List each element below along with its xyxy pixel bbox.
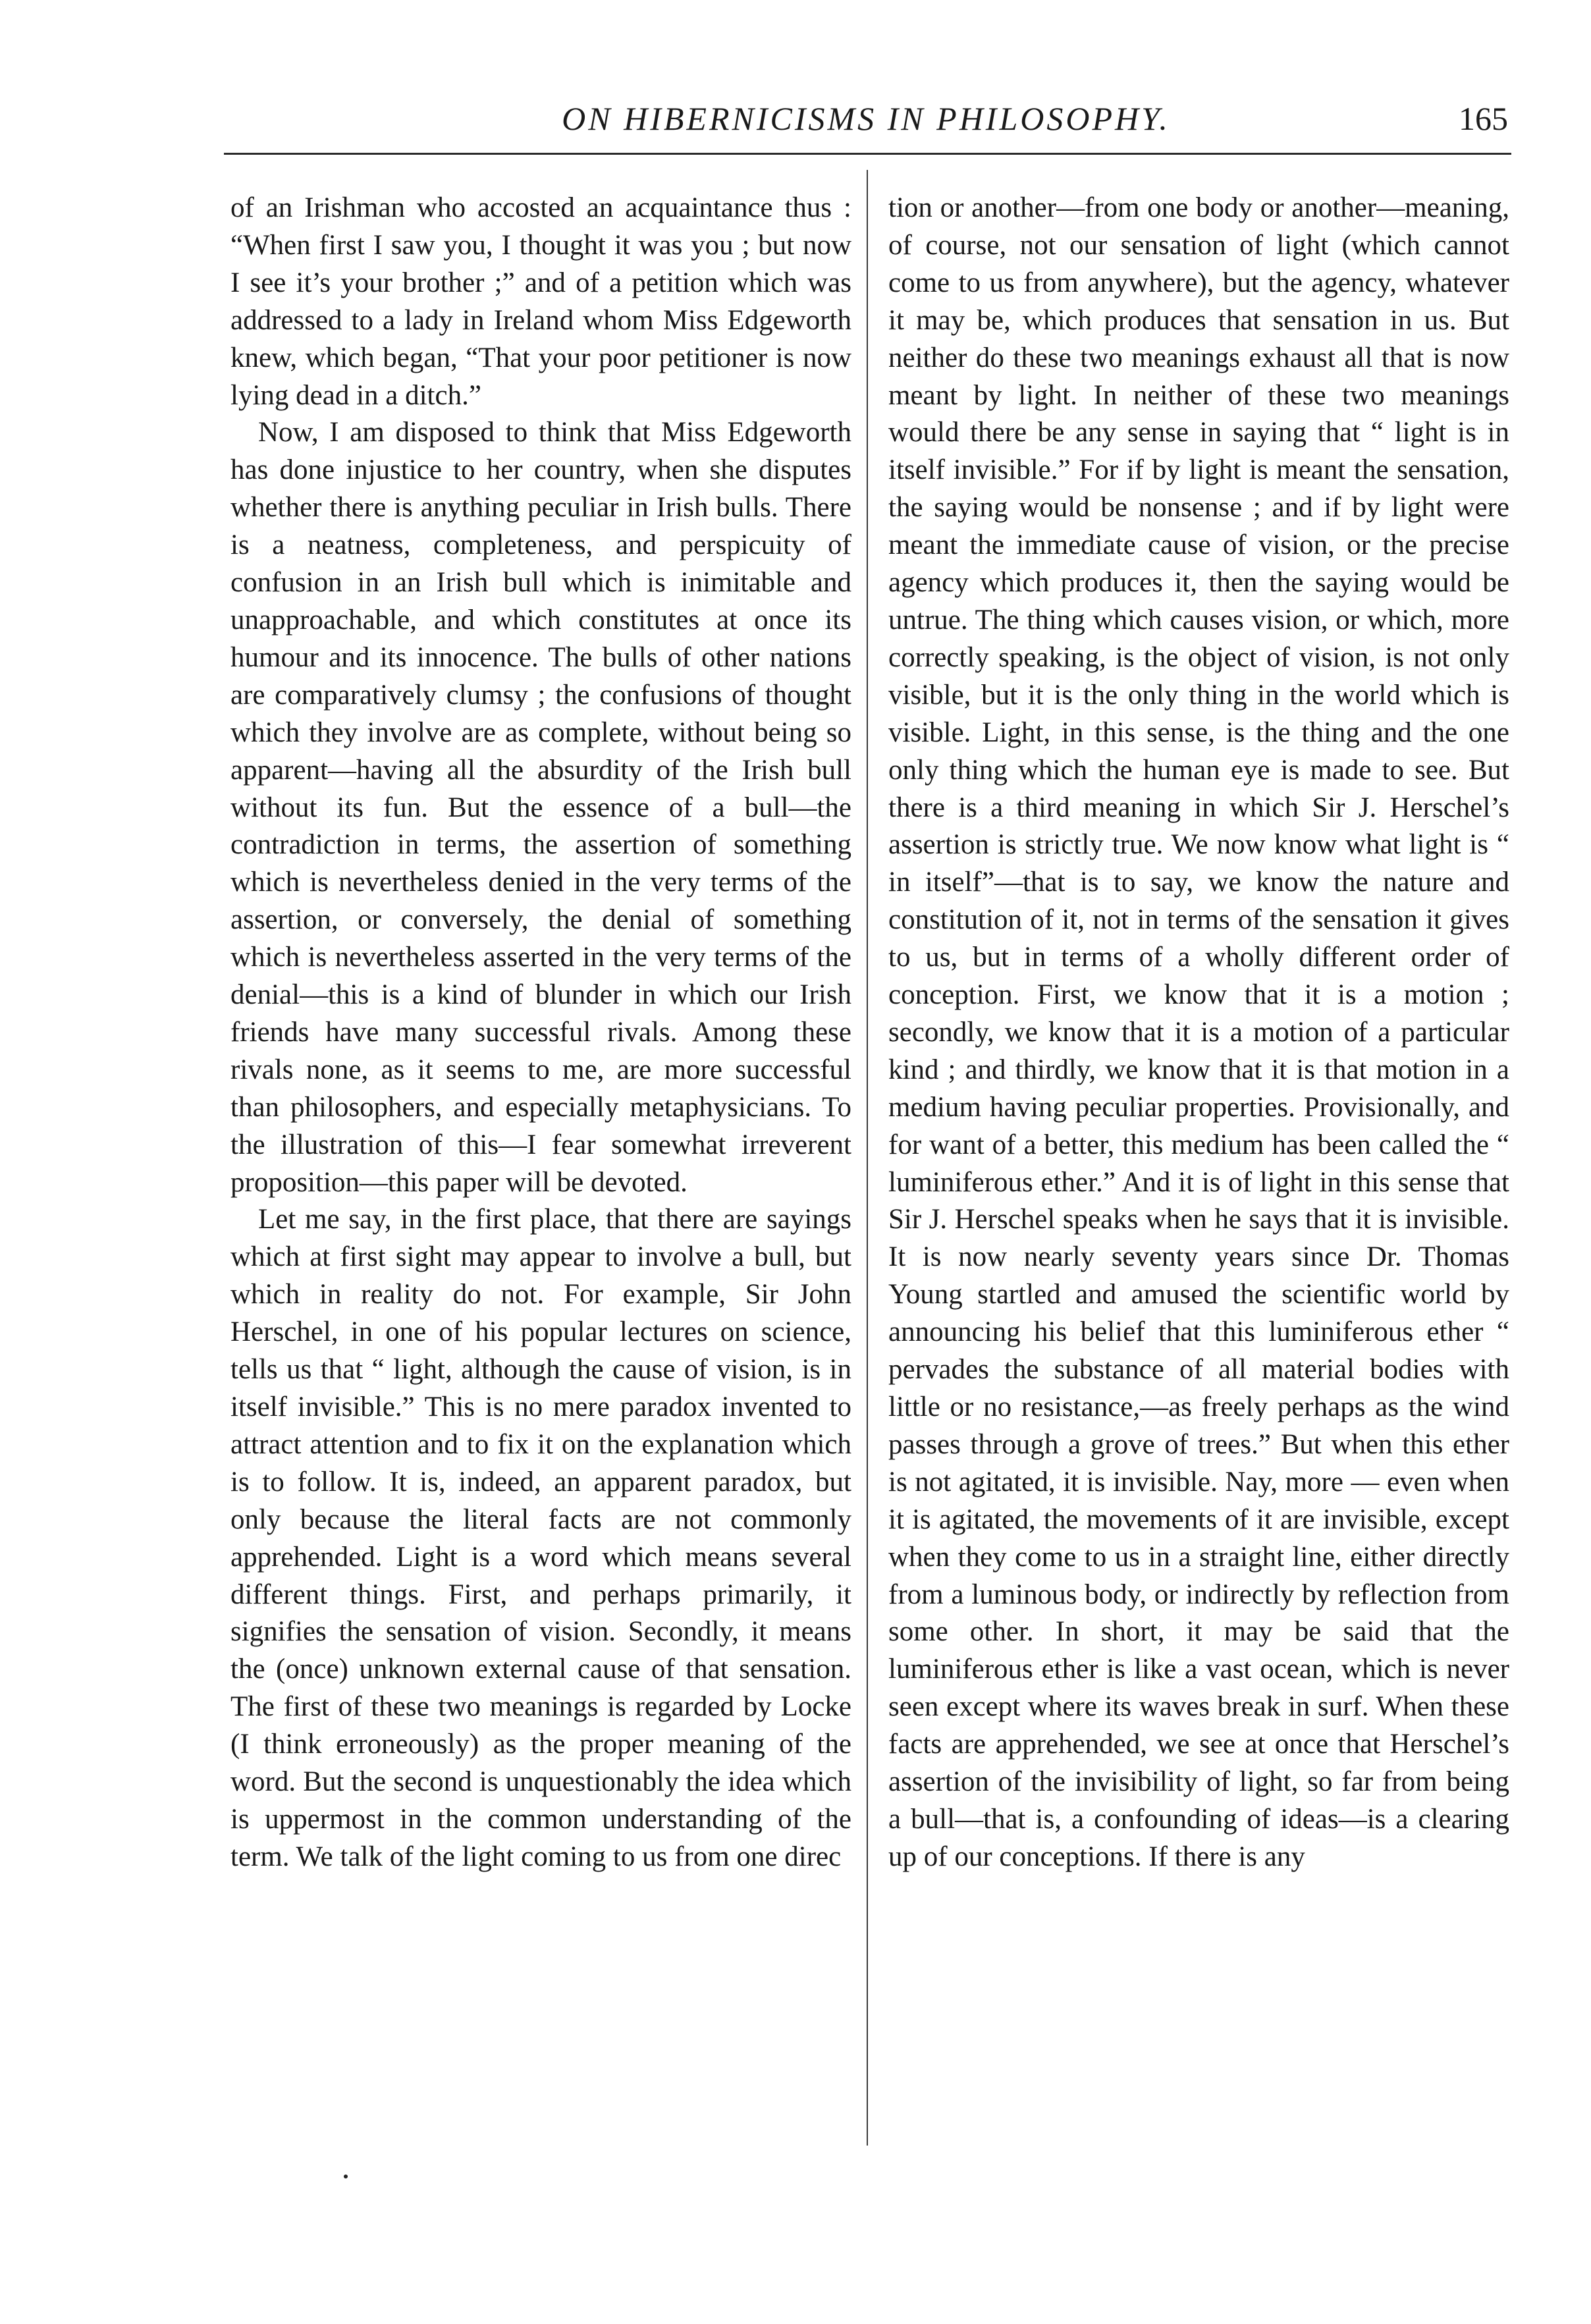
paragraph: Now, I am disposed to think that Miss Edgeworth has done injustice to her country, when she disputes whether there is anything peculiar in Irish bulls. There is a neatness, completeness, and perspicuity of confusion in an Irish bull which is inimitable and unapproachable, and which constitutes at once its humour and its innocence. The bulls of other nations are comparatively clumsy ; the confusions of thought which they involve are as complete, without being so apparent—having all the absurdity of the Irish bull without its fun. But the essence of a bull—the contradiction in terms, the assertion of something which is nevertheless denied in the very terms of the assertion, or conversely, the denial of something which is nevertheless asserted in the very terms of the denial—this is a kind of blunder in which our Irish friends have many successful rivals. Among these rivals none, as it seems to me, are more successful than philosophers, and especially metaphysicians. To the illustration of this—I fear somewhat irreverent proposition—this paper will be devoted. bbox=[230, 417, 851, 1198]
page-number: 165 bbox=[1459, 100, 1508, 137]
paragraph: of an Irishman who accosted an acquaintance thus : “When first I saw you, I thought it was you ; but now I see it’s your brother ;” and of a petition which was addressed to a lady in Ireland whom Miss Edgeworth knew, which began, “That your poor petitioner is now lying dead in a ditch.” bbox=[230, 192, 851, 411]
column-divider bbox=[867, 170, 868, 2146]
running-title: ON HIBERNICISMS IN PHILOSOPHY. bbox=[562, 100, 1170, 137]
paragraph: tion or another—from one body or another—meaning, of course, not our sensation of light (which cannot come to us from anywhere), but the agency, whatever it may be, which produces that sensation in us. But neither do these two meanings exhaust all that is now meant by light. In neither of these two meanings would there be any sense in saying that “ light is in itself invisible.” For if by light is meant the sensation, the saying would be nonsense ; and if by light were meant the immediate cause of vision, or the precise agency which produces it, then the saying would be untrue. The thing which causes vision, or which, more correctly speaking, is the object of vision, is not only visible, but it is the only thing in the world which is visible. Light, in this sense, is the thing and the one only thing which the human eye is made to see. But there is a third meaning in which Sir J. Herschel’s assertion is strictly true. We now know what light is “ in itself”—that is to say, we know the nature and constitution of it, not in terms of the sensation it gives to us, but in terms of a wholly different order of conception. First, we know that it is a motion ; secondly, we know that it is a motion of a particular kind ; and thirdly, we know that it is that motion in a medium having peculiar properties. Provisionally, and for want of a better, this medium has been called the “ luminiferous ether.” And it is of light in this sense that Sir J. Herschel speaks when he says that it is invisible. It is now nearly seventy years since Dr. Thomas Young startled and amused the scientific world by announcing his belief that this luminiferous ether “ pervades the substance of all material bodies with little or no resistance,—as freely perhaps as the wind passes through a grove of trees.” But when this ether is not agitated, it is invisible. Nay, more — even when it is agitated, the movements of it are invisible, except when they come to us in a straight line, either directly from a luminous body, or indirectly by reflection from some other. In short, it may be said that the luminiferous ether is like a vast ocean, which is never seen except where its waves break in surf. When these facts are apprehended, we see at once that Herschel’s assertion of the invisibility of light, so far from being a bull—that is, a confounding of ideas—is a clearing up of our conceptions. If there is any bbox=[888, 192, 1509, 1872]
running-head bbox=[224, 97, 1508, 144]
left-column bbox=[230, 190, 851, 1876]
ink-speck bbox=[344, 2175, 348, 2178]
right-column bbox=[888, 190, 1509, 1876]
header-rule bbox=[224, 153, 1511, 155]
paragraph: Let me say, in the first place, that there are sayings which at first sight may appear to involve a bull, but which in reality do not. For example, Sir John Herschel, in one of his popular lectures on science, tells us that “ light, although the cause of vision, is in itself invisible.” This is no mere paradox invented to attract attention and to fix it on the explanation which is to follow. It is, indeed, an apparent paradox, but only because the literal facts are not commonly apprehended. Light is a word which means several different things. First, and perhaps primarily, it signifies the sensation of vision. Secondly, it means the (once) unknown external cause of that sensation. The first of these two meanings is regarded by Locke (I think erroneously) as the proper meaning of the word. But the second is unquestionably the idea which is uppermost in the common understanding of the term. We talk of the light coming to us from one direc bbox=[230, 1204, 851, 1872]
